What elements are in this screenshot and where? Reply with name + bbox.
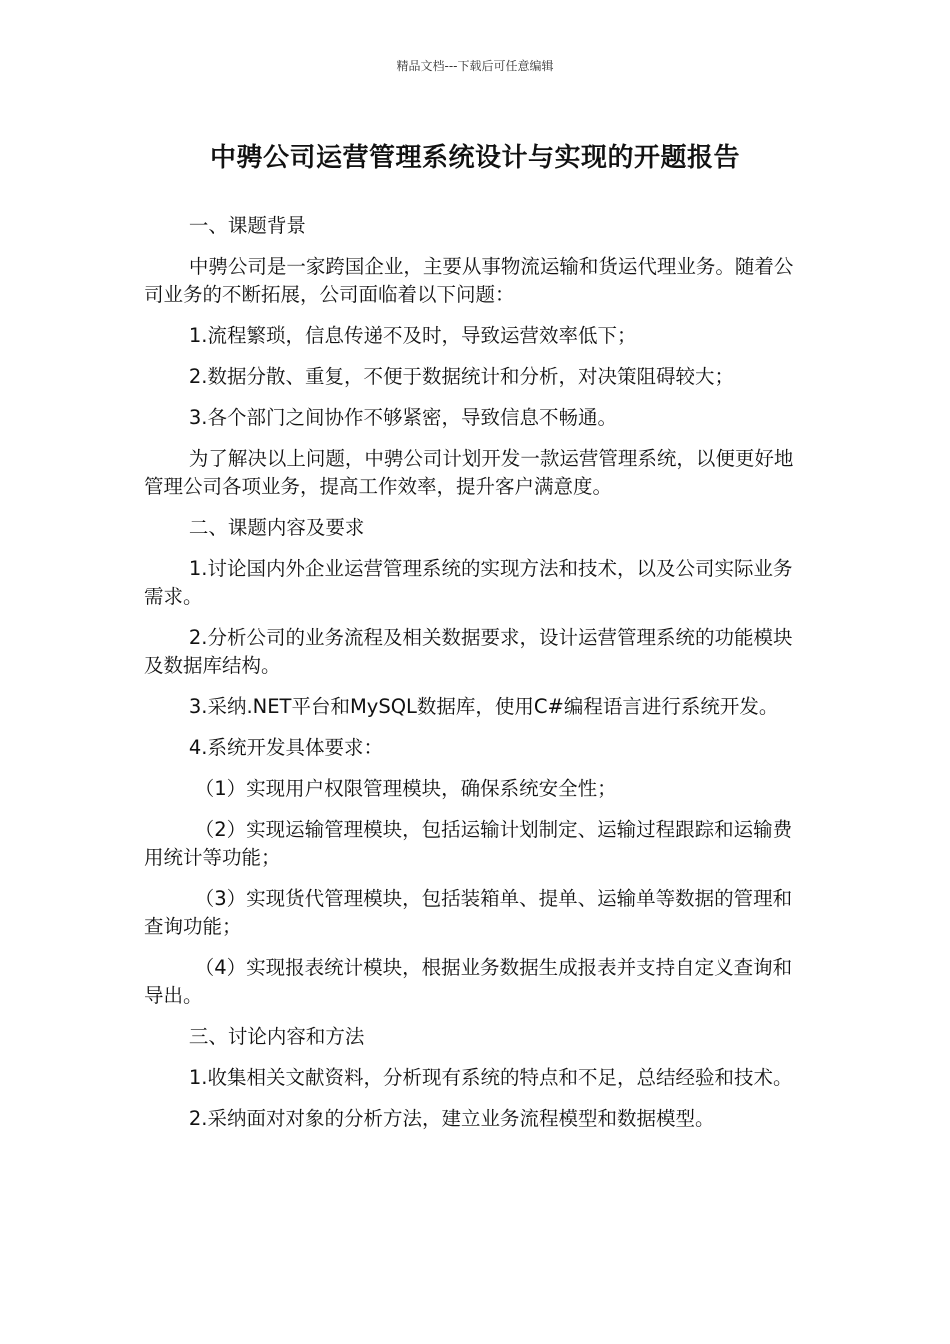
requirement-item-3: 3.采纳.NET平台和MySQL数据库，使用C#编程语言进行系统开发。 — [188, 695, 779, 718]
sub-requirement-1: （1）实现用户权限管理模块，确保系统安全性； — [194, 777, 617, 800]
requirement-item-2: 2.分析公司的业务流程及相关数据要求，设计运营管理系统的功能模块及数据库结构。 — [144, 626, 793, 677]
method-item-1: 1.收集相关文献资料，分析现有系统的特点和不足，总结经验和技术。 — [188, 1066, 793, 1089]
paragraph-solution: 为了解决以上问题，中骋公司计划开发一款运营管理系统，以便更好地管理公司各项业务，提高工作效率，提升客户满意度。 — [144, 447, 794, 498]
section-heading-content: 二、课题内容及要求 — [188, 516, 365, 539]
document-body — [144, 212, 806, 1146]
paragraph-background-intro: 中骋公司是一家跨国企业，主要从事物流运输和货运代理业务。随着公司业务的不断拓展，公司面临着以下问题： — [144, 255, 794, 306]
sub-requirement-4: （4）实现报表统计模块，根据业务数据生成报表并支持自定义查询和导出。 — [144, 956, 793, 1007]
page-header: 精品文档---下载后可任意编辑 — [396, 59, 554, 73]
problem-item-3: 3.各个部门之间协作不够紧密，导致信息不畅通。 — [188, 406, 617, 429]
sub-requirement-2: （2）实现运输管理模块，包括运输计划制定、运输过程跟踪和运输费用统计等功能； — [144, 818, 793, 869]
document-title: 中骋公司运营管理系统设计与实现的开题报告 — [209, 143, 740, 173]
requirement-item-1: 1.讨论国内外企业运营管理系统的实现方法和技术，以及公司实际业务需求。 — [144, 557, 793, 608]
requirement-item-4: 4.系统开发具体要求： — [188, 736, 383, 759]
method-item-2: 2.采纳面对对象的分析方法，建立业务流程模型和数据模型。 — [188, 1107, 715, 1130]
sub-requirement-3: （3）实现货代管理模块，包括装箱单、提单、运输单等数据的管理和查询功能； — [144, 887, 793, 938]
section-heading-background: 一、课题背景 — [188, 214, 306, 237]
problem-item-2: 2.数据分散、重复，不便于数据统计和分析，对决策阻碍较大； — [188, 365, 734, 388]
problem-item-1: 1.流程繁琐，信息传递不及时，导致运营效率低下； — [188, 324, 637, 347]
section-heading-methods: 三、讨论内容和方法 — [188, 1025, 365, 1048]
